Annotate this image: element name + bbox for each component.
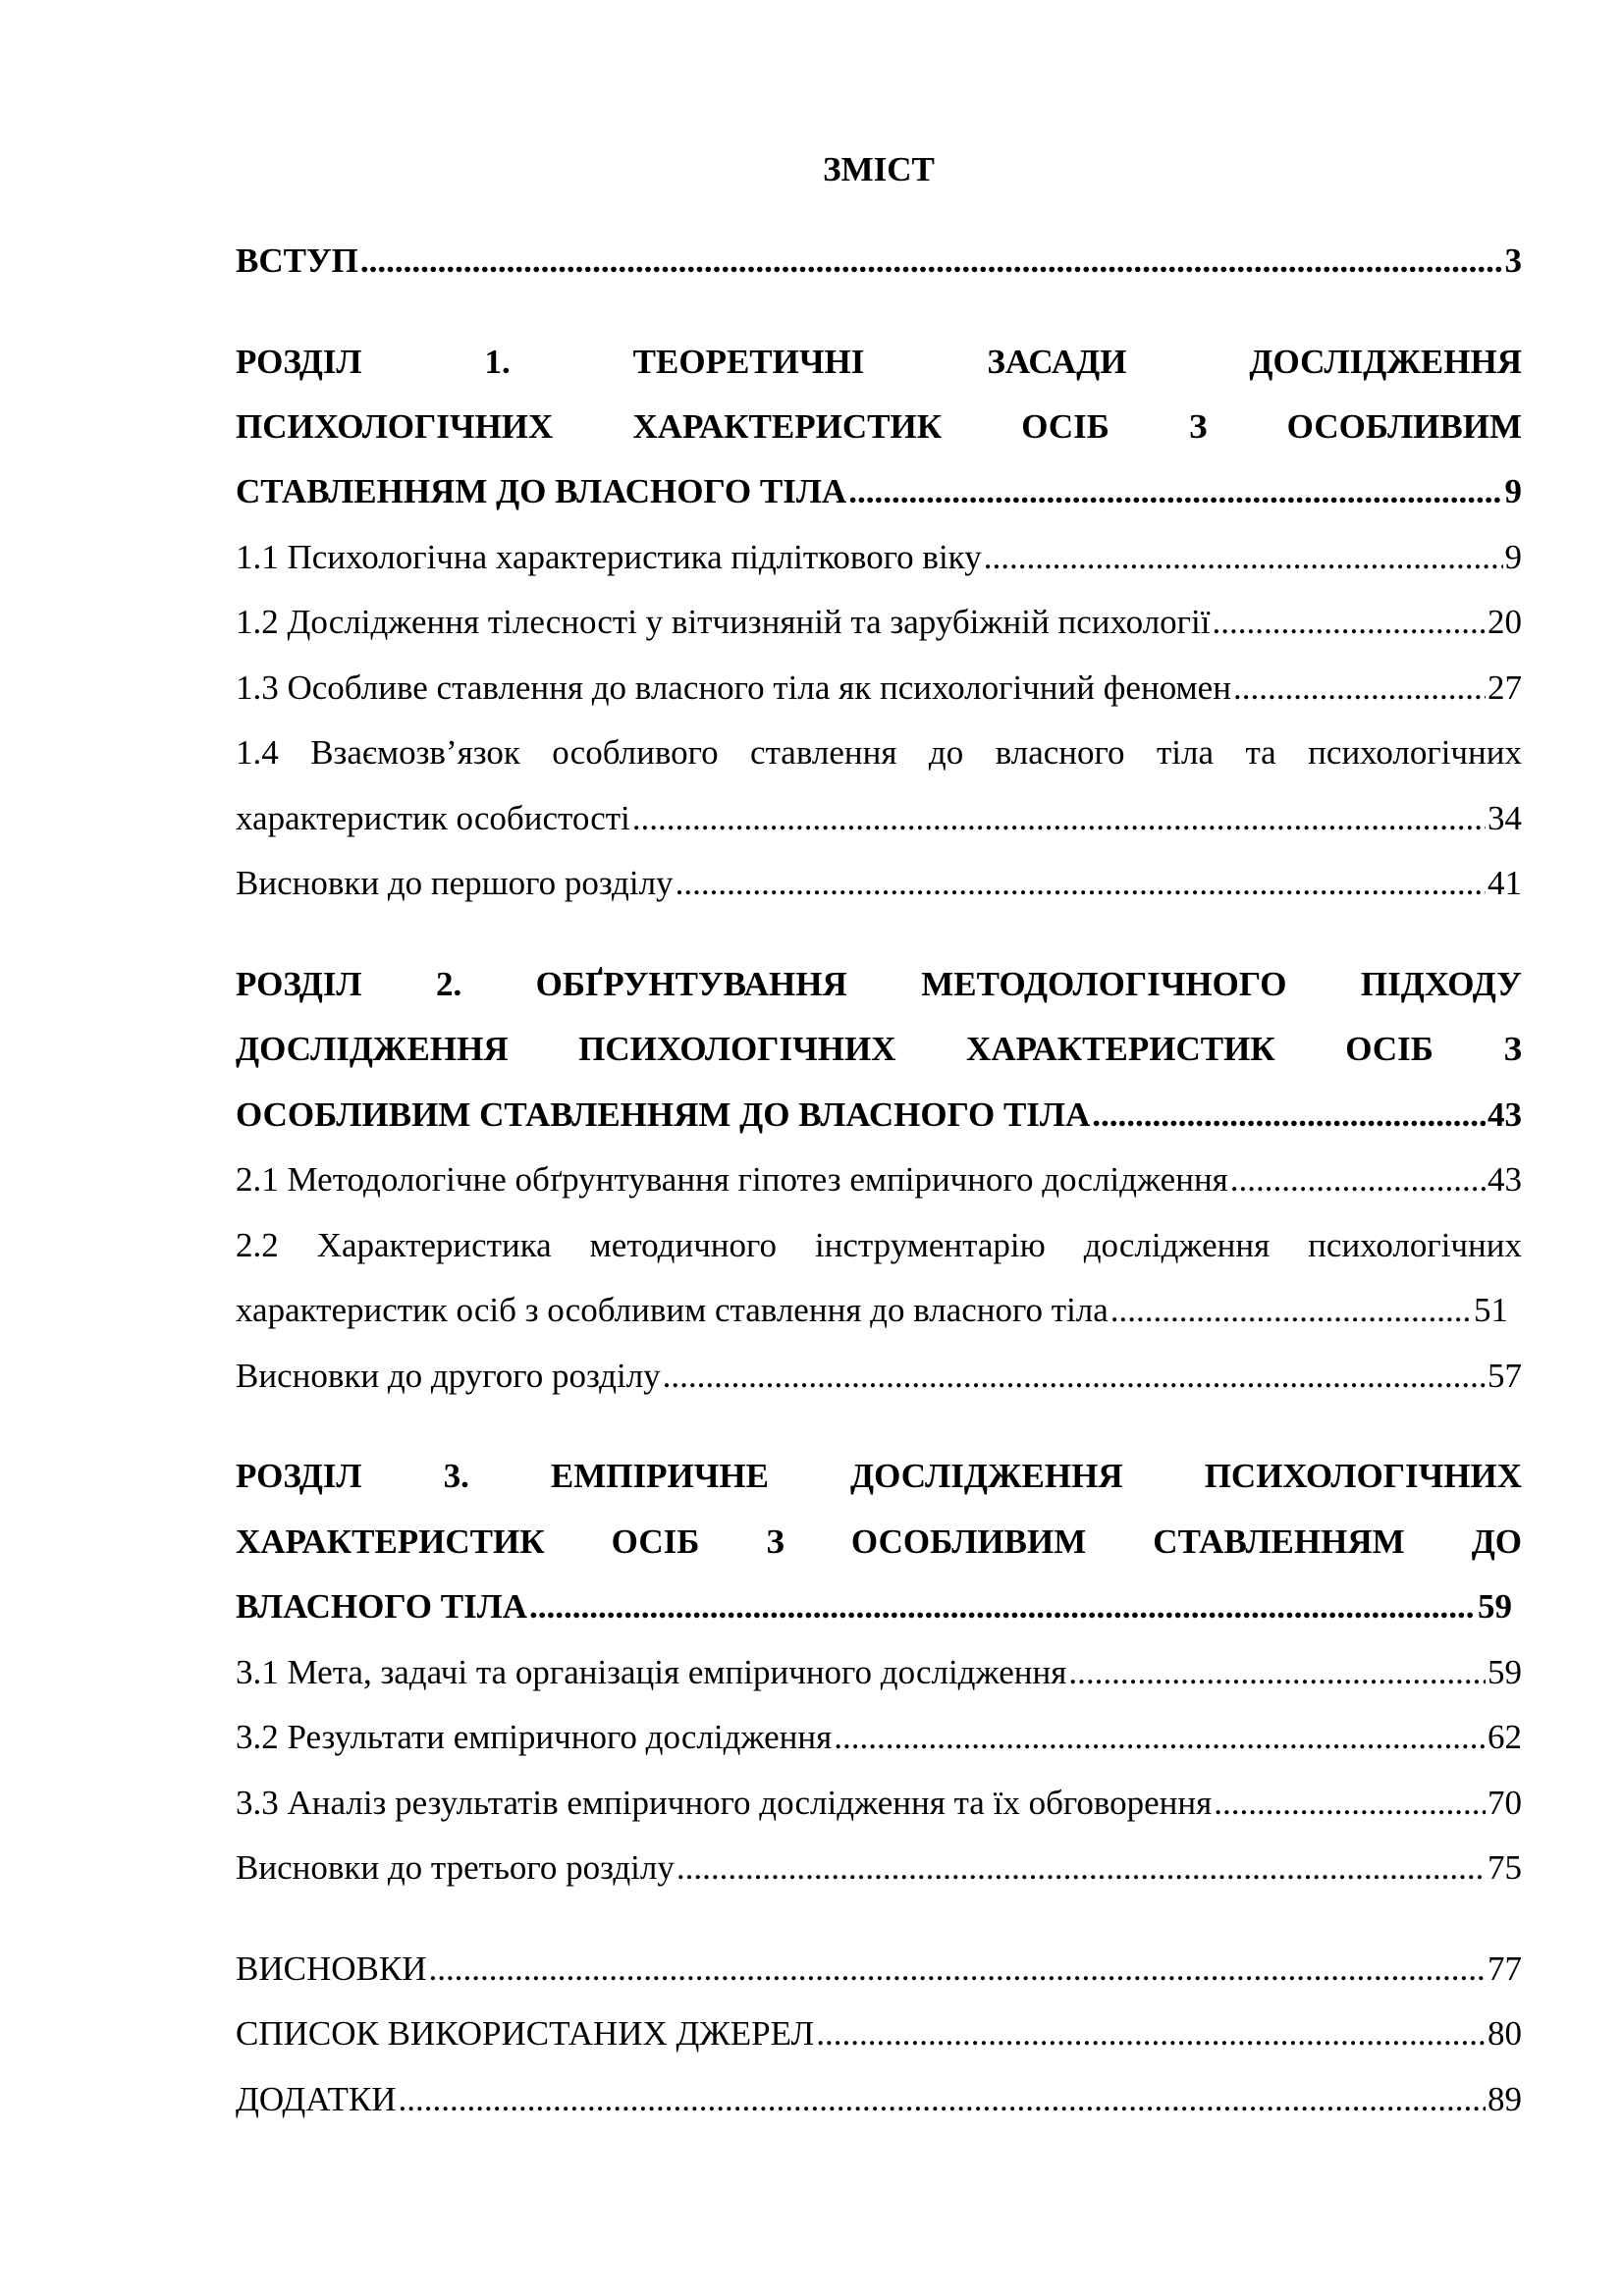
toc-entry-page: 57 [1488,1357,1522,1395]
toc-entry-page: 43 [1488,1095,1522,1134]
dot-leader [1110,1278,1472,1343]
dot-leader [1092,1083,1486,1148]
toc-entry-label: ДОДАТКИ [236,2080,397,2118]
toc-entry-page: 59 [1488,1653,1522,1691]
toc-entry-page: 51 [1474,1291,1508,1329]
toc-entry-page: 20 [1488,603,1522,641]
dot-leader [834,1705,1486,1770]
chapter3-heading-line1: РОЗДІЛ 3. ЕМПІРИЧНЕ ДОСЛІДЖЕННЯ ПСИХОЛОГІЧНИХ [236,1457,1522,1495]
toc-entry-page: 43 [1488,1160,1522,1199]
toc-entry-label: характеристик особистості [236,799,630,837]
toc-entry-page: 27 [1488,668,1522,707]
toc-entry-label: ВСТУП [236,241,358,280]
toc-entry-3-3 [236,1771,1522,1836]
dot-leader [1068,1640,1486,1705]
toc-entry-page: 62 [1488,1718,1522,1756]
toc-entry-label: СТАВЛЕННЯМ ДО ВЛАСНОГО ТІЛА [236,472,847,510]
dot-leader [676,851,1486,916]
dot-leader [984,525,1503,590]
dot-leader [1230,1148,1486,1212]
toc-entry-page: 89 [1488,2080,1522,2118]
dot-leader [1214,1771,1486,1836]
toc-entry-label: Висновки до третього розділу [236,1848,675,1887]
chapter1-heading-line2: ПСИХОЛОГІЧНИХ ХАРАКТЕРИСТИК ОСІБ З ОСОБЛИВИМ [236,407,1522,446]
chapter3-heading-line3 [236,1575,1512,1639]
toc-entry-references [236,2002,1522,2066]
dot-leader [632,786,1486,851]
dot-leader [848,459,1502,524]
toc-entry-label: характеристик осіб з особливим ставлення до власного тіла [236,1291,1109,1329]
dot-leader [1212,590,1486,655]
toc-entry-label: ОСОБЛИВИМ СТАВЛЕННЯМ ДО ВЛАСНОГО ТІЛА [236,1095,1091,1134]
chapter3-heading-line2: ХАРАКТЕРИСТИК ОСІБ З ОСОБЛИВИМ СТАВЛЕННЯМ ДО [236,1522,1522,1561]
toc-entry-1-1 [236,525,1522,590]
toc-entry-appendices [236,2067,1522,2132]
toc-entry-1-4-line2 [236,786,1522,851]
dot-leader [1233,656,1486,721]
toc-entry-page: 77 [1488,1949,1522,1988]
toc-entry-page: 80 [1488,2014,1522,2053]
toc-entry-intro [236,229,1522,294]
toc-entry-3-1 [236,1640,1522,1705]
toc-entry-3-2 [236,1705,1522,1770]
toc-entry-label: ВЛАСНОГО ТІЛА [236,1587,528,1626]
chapter1-heading-line1: РОЗДІЛ 1. ТЕОРЕТИЧНІ ЗАСАДИ ДОСЛІДЖЕННЯ [236,343,1522,381]
toc-entry-page: 41 [1488,864,1522,902]
dot-leader [428,1937,1486,2002]
dot-leader [816,2002,1486,2066]
dot-leader [676,1836,1486,1900]
toc-entry-chapter3-conclusions [236,1836,1522,1900]
toc-entry-2-2-line1: 2.2 Характеристика методичного інструментарію дослідження психологічних [236,1226,1522,1264]
toc-entry-1-4-line1: 1.4 Взаємозв’язок особливого ставлення до власного тіла та психологічних [236,733,1522,772]
chapter1-heading-line3 [236,459,1522,524]
toc-entry-label: Висновки до другого розділу [236,1357,661,1395]
toc-entry-label: ВИСНОВКИ [236,1949,427,1988]
toc-entry-label: Висновки до першого розділу [236,864,674,902]
dot-leader [398,2067,1486,2132]
toc-entry-page: 34 [1488,799,1522,837]
chapter2-heading-line1: РОЗДІЛ 2. ОБҐРУНТУВАННЯ МЕТОДОЛОГІЧНОГО ПІДХОДУ [236,965,1522,1003]
toc-entry-1-2 [236,590,1522,655]
toc-entry-label: СПИСОК ВИКОРИСТАНИХ ДЖЕРЕЛ [236,2014,815,2053]
toc-entry-2-2-line2 [236,1278,1508,1343]
toc-entry-label: 1.2 Дослідження тілесності у вітчизняній та зарубіжній психології [236,603,1211,641]
toc-entry-page: 3 [1504,241,1522,280]
toc-entry-label: 3.1 Мета, задачі та організація емпіричного дослідження [236,1653,1067,1691]
toc-entry-label: 3.2 Результати емпіричного дослідження [236,1718,833,1756]
toc-entry-2-1 [236,1148,1522,1212]
toc-entry-page: 9 [1504,472,1522,510]
toc-entry-page: 70 [1488,1784,1522,1822]
toc-entry-page: 75 [1488,1848,1522,1887]
dot-leader [529,1575,1476,1639]
dot-leader [360,229,1503,294]
toc-entry-page: 9 [1504,538,1522,576]
dot-leader [663,1344,1486,1409]
toc-entry-1-3 [236,656,1522,721]
toc-entry-label: 3.3 Аналіз результатів емпіричного дослідження та їх обговорення [236,1784,1213,1822]
toc-entry-chapter2-conclusions [236,1344,1522,1409]
chapter2-heading-line2: ДОСЛІДЖЕННЯ ПСИХОЛОГІЧНИХ ХАРАКТЕРИСТИК ОСІБ З [236,1030,1522,1068]
toc-entry-conclusions [236,1937,1522,2002]
page-title: ЗМІСТ [823,150,935,188]
toc-entry-chapter1-conclusions [236,851,1522,916]
toc-entry-label: 2.1 Методологічне обґрунтування гіпотез емпіричного дослідження [236,1160,1228,1199]
toc-entry-page: 59 [1478,1587,1512,1626]
toc-entry-label: 1.3 Особливе ставлення до власного тіла як психологічний феномен [236,668,1231,707]
chapter2-heading-line3 [236,1083,1522,1148]
toc-entry-label: 1.1 Психологічна характеристика підліткового віку [236,538,982,576]
